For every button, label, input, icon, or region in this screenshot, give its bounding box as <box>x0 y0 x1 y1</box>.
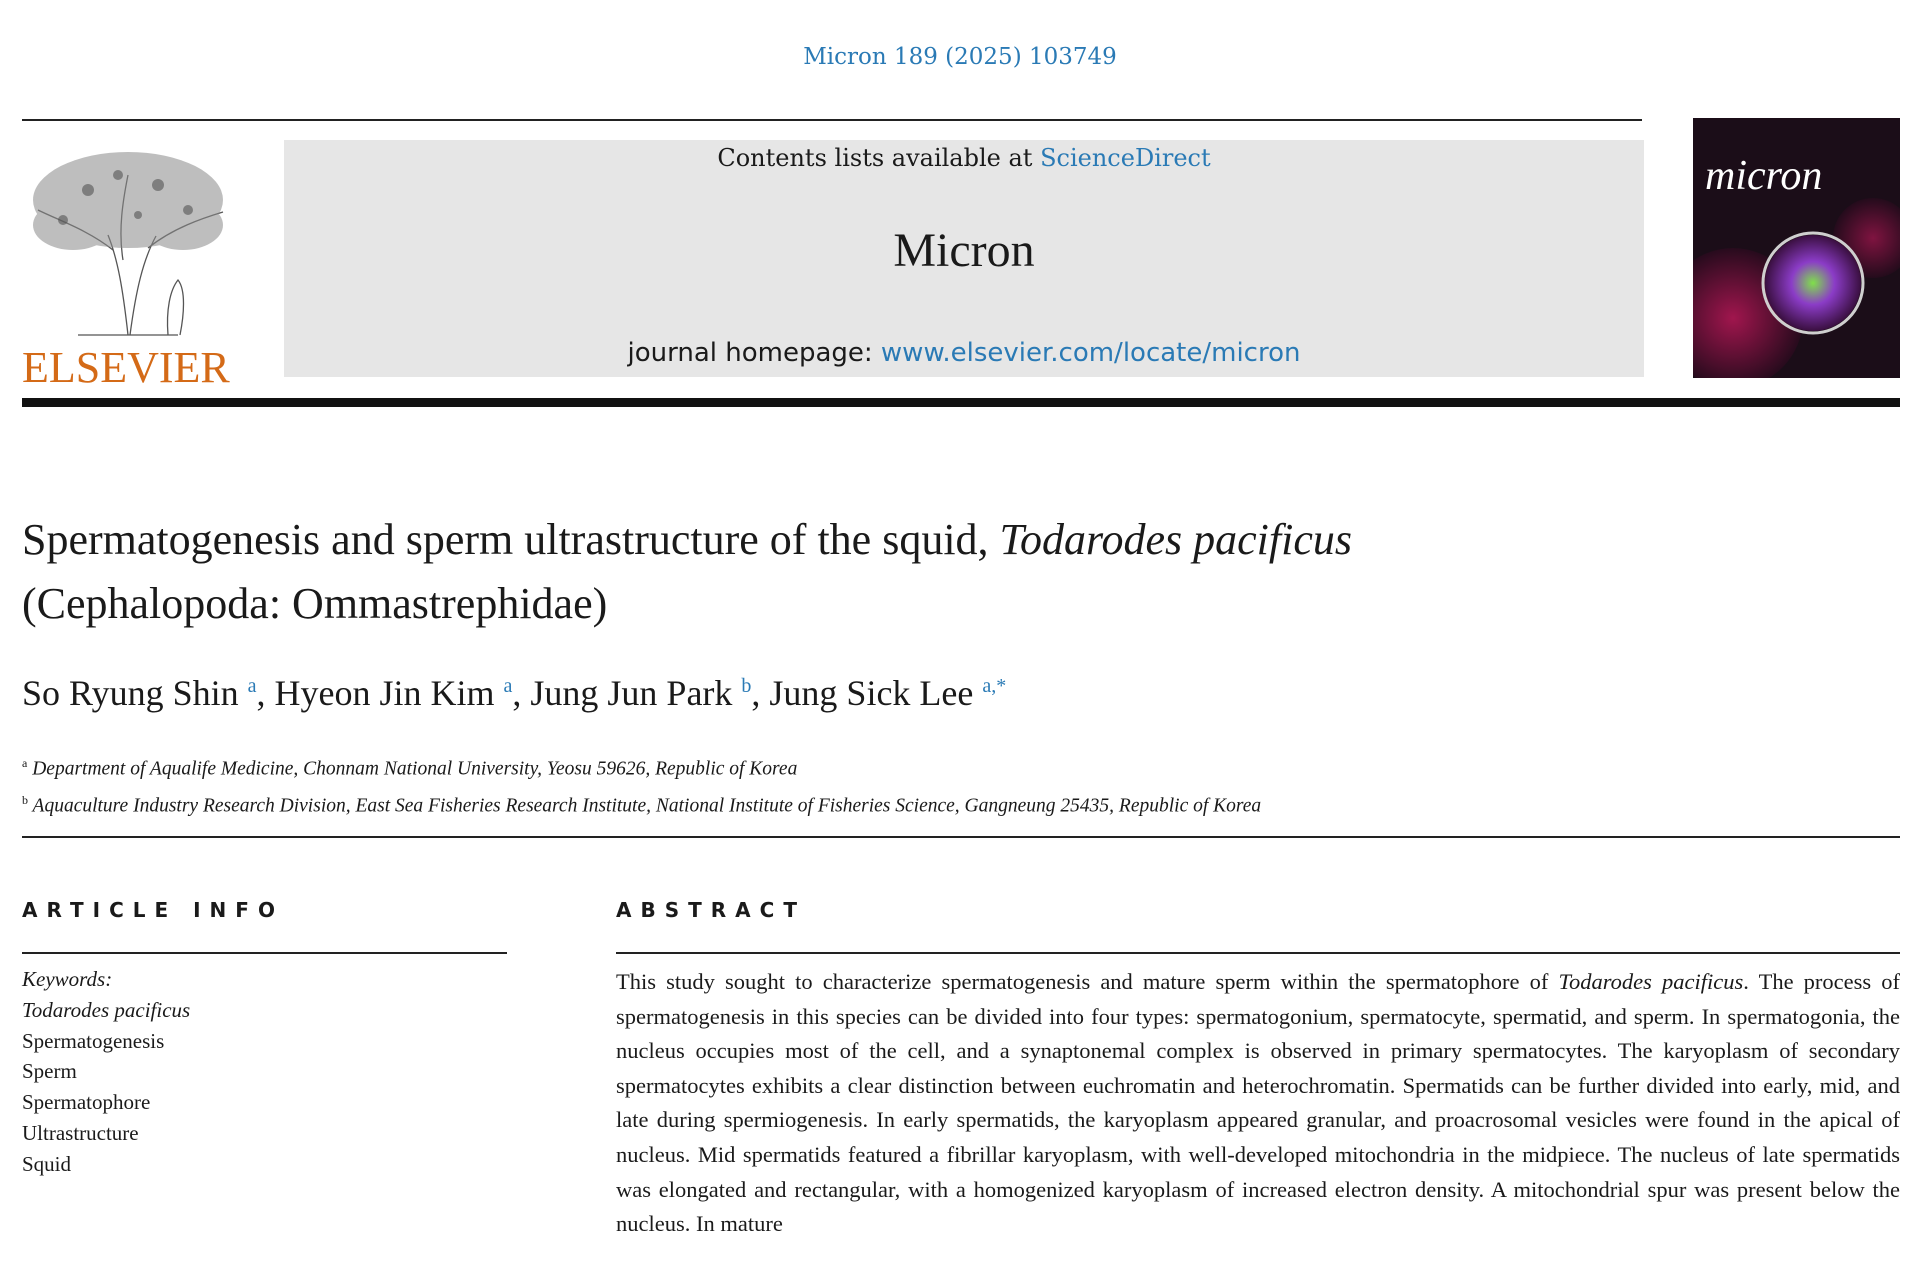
abstract-text-start: This study sought to characterize spermatogenesis and mature sperm within the spermatophore of <box>616 969 1559 994</box>
homepage-link[interactable]: www.elsevier.com/locate/micron <box>880 338 1301 368</box>
affiliations <box>22 748 1261 821</box>
header-thick-rule <box>22 398 1900 407</box>
author-name[interactable]: Jung Jun Park <box>530 673 733 713</box>
author-affil-link[interactable]: a <box>247 675 257 697</box>
article-info-heading: ARTICLE INFO <box>22 898 284 922</box>
contents-prefix: Contents lists available at <box>717 144 1041 172</box>
section-rule <box>22 836 1900 838</box>
author-affil-link[interactable]: b <box>741 675 752 697</box>
title-part1: Spermatogenesis and sperm ultrastructure of the squid, <box>22 515 1000 564</box>
top-rule <box>22 119 1642 121</box>
keyword-item: Squid <box>22 1151 72 1176</box>
affiliation-item <box>22 748 1261 785</box>
journal-citation[interactable]: Micron 189 (2025) 103749 <box>803 44 1117 70</box>
abstract-text-rest: . The process of spermatogenesis in this species can be divided into four types: spermatogonium, spermatocyte, spermatid, and sperm. In spermatogonia, the nucleus occupies most of the cell, and a synaptonemal complex is observed in primary spermatocytes. The karyoplasm of secondary spermatocytes exhibits a clear distinction between euchromatin and heterochromatin. Spermatids can be further divided into early, mid, and late during spermiogenesis. In early spermatids, the karyoplasm appeared granular, and proacrosomal vesicles were found in the apical of nucleus. Mid spermatids featured a fibrillar karyoplasm, with well-developed mitochondria in the midpiece. The nucleus of late spermatids was elongated and rectangular, with a homogenized karyoplasm of increased electron density. A mitochondrial spur was present below the nucleus. In mature <box>616 969 1901 1237</box>
affiliation-text: Department of Aqualife Medicine, Chonnam National University, Yeosu 59626, Republic of Korea <box>32 758 798 780</box>
elsevier-tree-icon <box>18 140 238 340</box>
keyword-item: Ultrastructure <box>22 1120 139 1145</box>
contents-line <box>284 144 1644 172</box>
article-title <box>22 508 1722 636</box>
keywords-list <box>22 964 190 1180</box>
author-name[interactable]: Hyeon Jin Kim <box>274 673 495 713</box>
title-species: Todarodes pacificus <box>999 515 1352 564</box>
keywords-label: Keywords: <box>22 967 113 991</box>
keyword-item: Todarodes pacificus <box>22 997 191 1022</box>
affiliation-item <box>22 785 1261 822</box>
keyword-item: Spermatogenesis <box>22 1028 165 1053</box>
publisher-name: ELSEVIER <box>22 343 230 392</box>
affiliation-marker: a <box>22 756 28 770</box>
title-part2: (Cephalopoda: Ommastrephidae) <box>22 579 608 628</box>
author-affil-link[interactable]: a,* <box>982 675 1007 697</box>
journal-banner <box>284 140 1644 377</box>
homepage-line <box>284 338 1644 368</box>
cover-title: micron <box>1705 153 1823 199</box>
abstract-rule <box>616 952 1900 954</box>
keyword-item: Spermatophore <box>22 1090 151 1115</box>
journal-name: Micron <box>893 224 1035 277</box>
author-list: So Ryung Shin $^a$, Hyeon Jin Kim $^a$, Jung Jun Park $^b$, Jung Sick Lee $^{a,*}$ <box>22 673 1007 713</box>
affiliation-marker: b <box>22 792 28 807</box>
keyword-item: Sperm <box>22 1059 77 1084</box>
affiliation-text: Aquaculture Industry Research Division, East Sea Fisheries Research Institute, National Institute of Fisheries Science, Gangneung 25435, Republic of Korea <box>32 795 1262 816</box>
homepage-prefix: journal homepage: <box>627 338 881 368</box>
journal-cover-image[interactable] <box>1693 118 1900 378</box>
article-info-rule <box>22 952 507 954</box>
abstract-species: Todarodes pacificus <box>1558 969 1744 994</box>
abstract-heading: ABSTRACT <box>616 898 806 922</box>
author-affil-link[interactable]: a <box>503 675 513 697</box>
abstract-body <box>616 965 1900 1242</box>
author-name[interactable]: So Ryung Shin <box>22 673 239 713</box>
sciencedirect-link[interactable]: ScienceDirect <box>1040 144 1211 172</box>
author-name[interactable]: Jung Sick Lee <box>769 673 974 713</box>
